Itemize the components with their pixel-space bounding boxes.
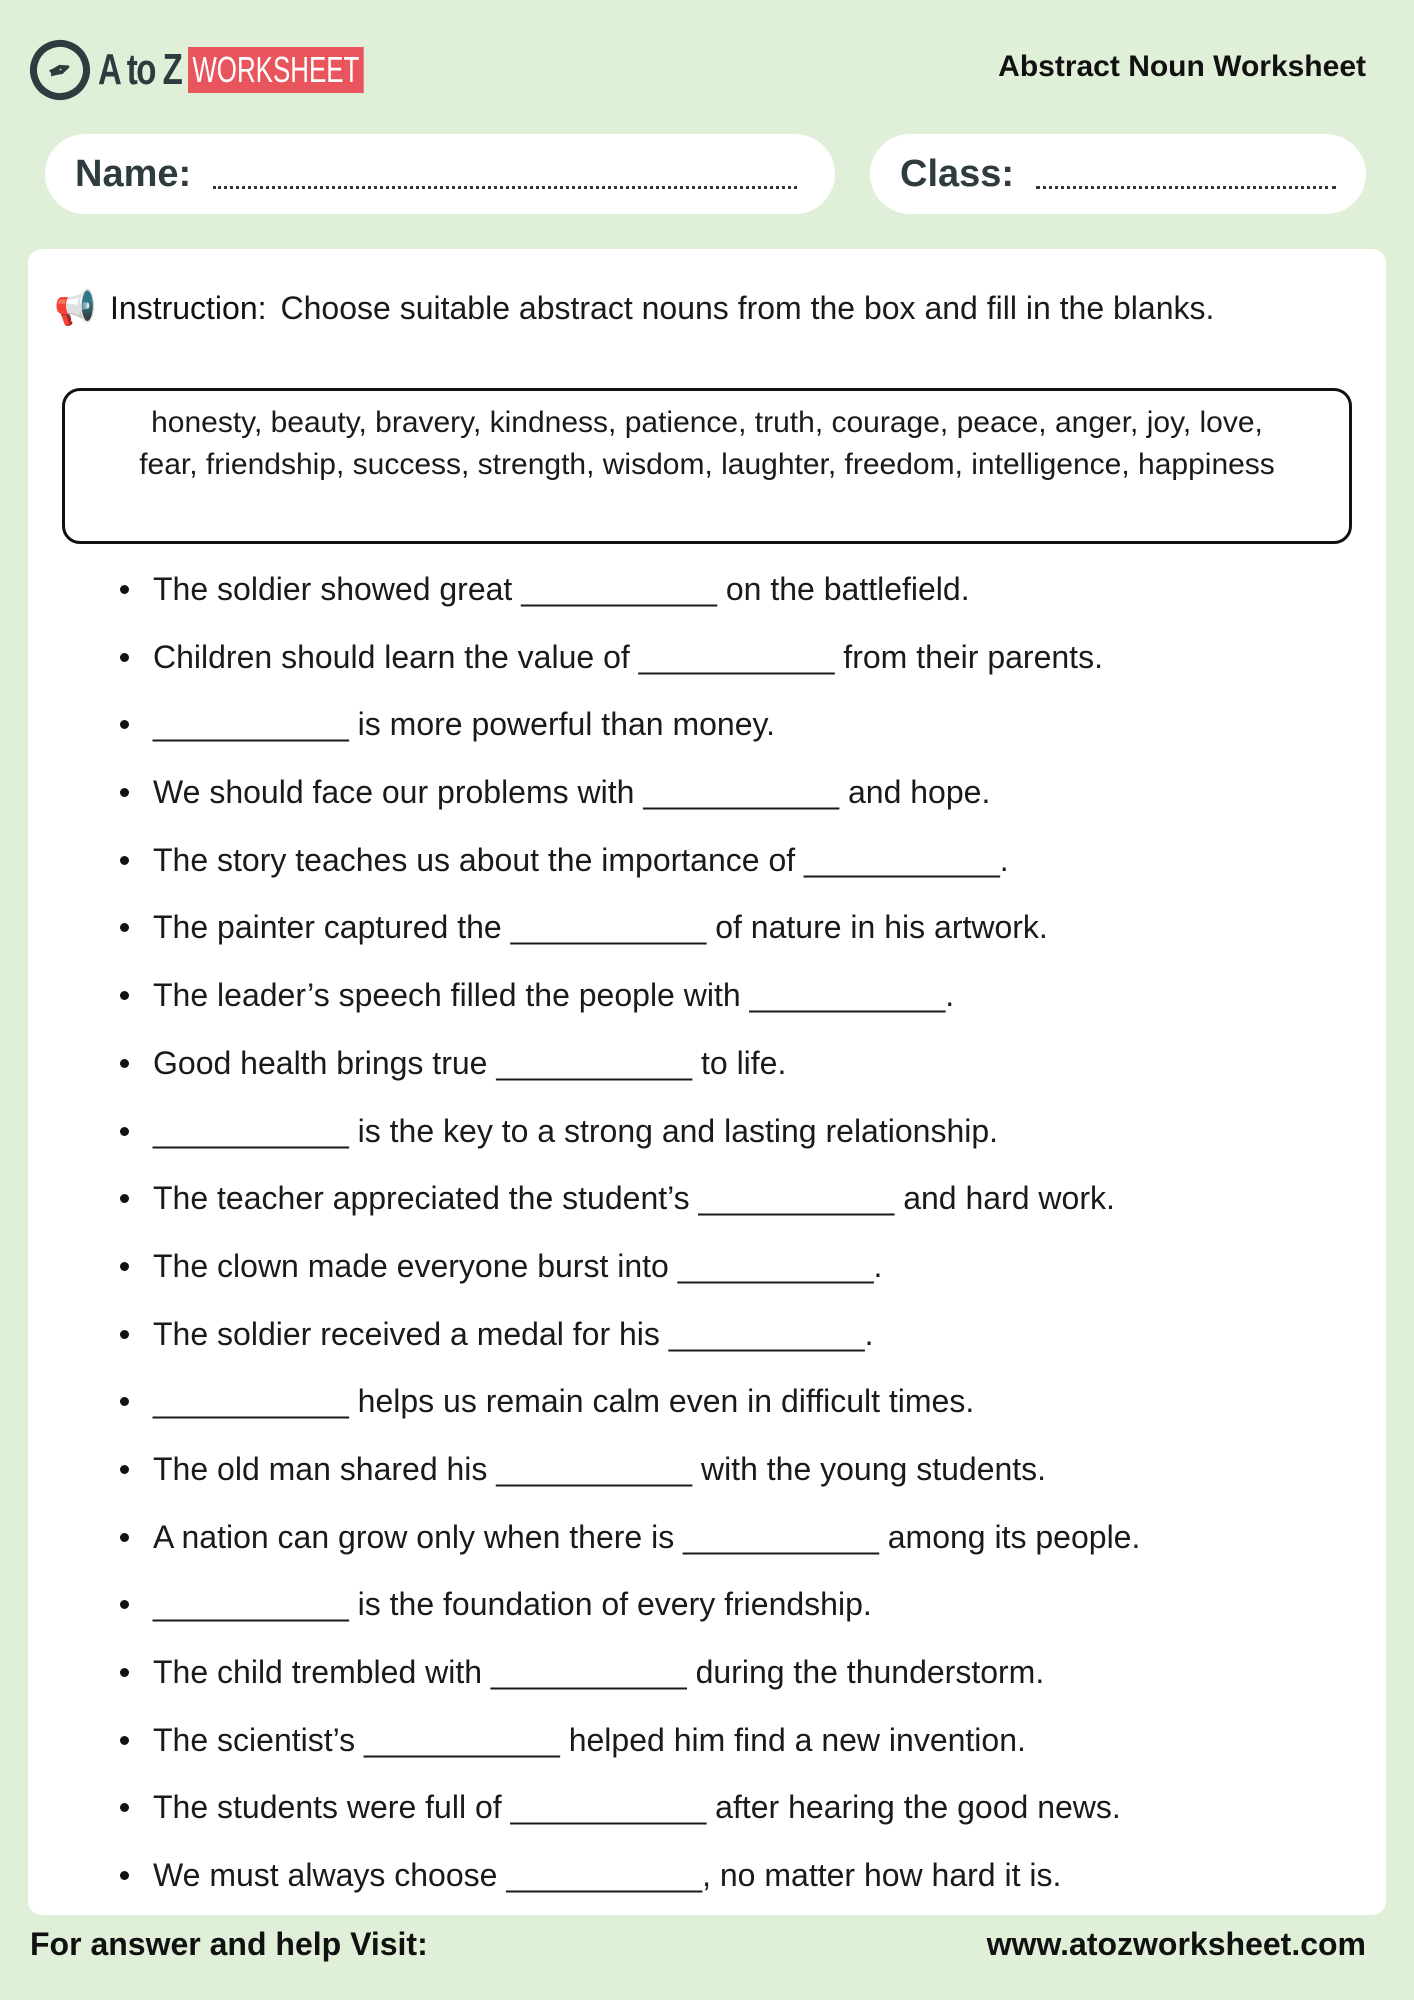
class-label: Class: xyxy=(900,152,1015,195)
word-box: honesty, beauty, bravery, kindness, patience, truth, courage, peace, anger, joy, love, fear, friendship, success, strength, wisdom, laughter, freedom, intelligence, happiness xyxy=(62,388,1352,544)
question-item: ___________ is more powerful than money. xyxy=(120,701,1360,769)
megaphone-icon: 📢 xyxy=(54,289,97,327)
question-item: ___________ is the key to a strong and lasting relationship. xyxy=(120,1108,1360,1176)
question-item: ___________ helps us remain calm even in difficult times. xyxy=(120,1378,1360,1446)
footer-website-link[interactable]: www.atozworksheet.com xyxy=(986,1926,1366,1962)
page-title: Abstract Noun Worksheet xyxy=(998,50,1366,83)
question-item: The soldier showed great ___________ on the battlefield. xyxy=(120,566,1360,634)
instruction xyxy=(54,286,1344,331)
class-input-line[interactable] xyxy=(1036,159,1336,189)
question-item: The students were full of ___________ after hearing the good news. xyxy=(120,1784,1360,1852)
instruction-text: Choose suitable abstract nouns from the box and fill in the blanks. xyxy=(280,290,1215,326)
question-item: A nation can grow only when there is ___________ among its people. xyxy=(120,1514,1360,1582)
question-list xyxy=(120,566,1360,1920)
question-item: We must always choose ___________, no matter how hard it is. xyxy=(120,1852,1360,1920)
question-item: The child trembled with ___________ during the thunderstorm. xyxy=(120,1649,1360,1717)
instruction-label: Instruction: xyxy=(110,290,267,326)
question-item: The leader’s speech filled the people with ___________. xyxy=(120,972,1360,1040)
question-item: The painter captured the ___________ of nature in his artwork. xyxy=(120,904,1360,972)
brand-logo xyxy=(30,38,432,102)
name-field[interactable] xyxy=(45,134,835,214)
name-label: Name: xyxy=(75,152,192,195)
logo-text: A to Z xyxy=(98,45,182,94)
question-item: The old man shared his ___________ with the young students. xyxy=(120,1446,1360,1514)
name-input-line[interactable] xyxy=(213,159,797,189)
question-item: The soldier received a medal for his ___________. xyxy=(120,1311,1360,1379)
question-item: The clown made everyone burst into ___________. xyxy=(120,1243,1360,1311)
pen-nib-icon: ✒ xyxy=(22,32,99,109)
question-item: ___________ is the foundation of every friendship. xyxy=(120,1581,1360,1649)
logo-badge: WORKSHEET xyxy=(188,47,364,93)
question-item: The teacher appreciated the student’s ___________ and hard work. xyxy=(120,1175,1360,1243)
question-item: Good health brings true ___________ to life. xyxy=(120,1040,1360,1108)
question-item: The story teaches us about the importance of ___________. xyxy=(120,837,1360,905)
question-item: We should face our problems with ___________ and hope. xyxy=(120,769,1360,837)
footer-help-text: For answer and help Visit: xyxy=(30,1926,428,1962)
question-item: Children should learn the value of ___________ from their parents. xyxy=(120,634,1360,702)
question-item: The scientist’s ___________ helped him find a new invention. xyxy=(120,1717,1360,1785)
class-field[interactable] xyxy=(870,134,1366,214)
